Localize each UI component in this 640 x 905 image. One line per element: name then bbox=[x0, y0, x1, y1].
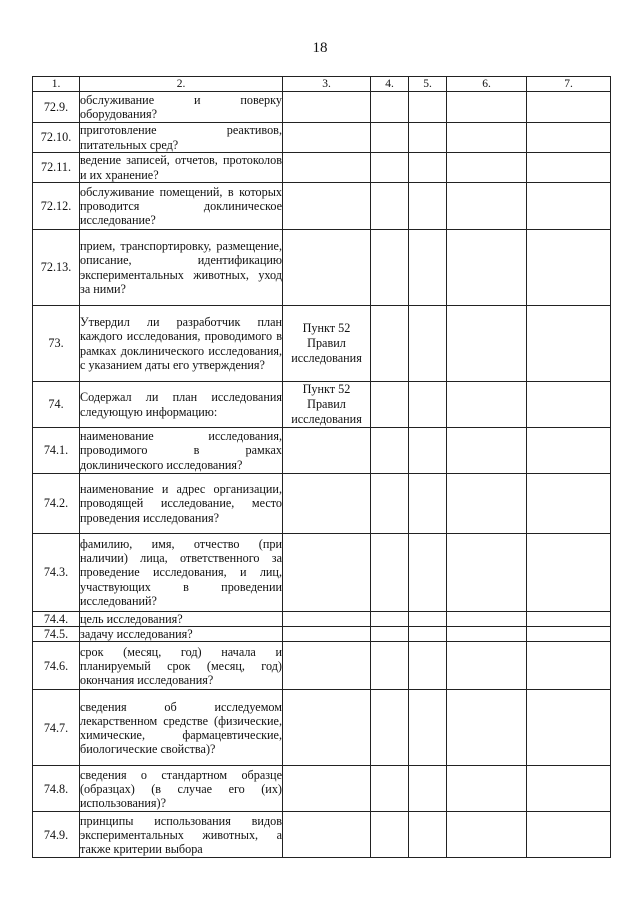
item-reference bbox=[283, 306, 371, 382]
item-number: 74.2. bbox=[33, 474, 80, 534]
item-reference bbox=[283, 183, 371, 230]
reference-line: Правил bbox=[307, 397, 346, 411]
answer-cell[interactable] bbox=[527, 183, 611, 230]
item-number: 73. bbox=[33, 306, 80, 382]
answer-cell[interactable] bbox=[527, 766, 611, 812]
answer-cell[interactable] bbox=[371, 627, 409, 642]
answer-cell[interactable] bbox=[409, 153, 447, 183]
reference-line: Пункт 52 bbox=[302, 382, 351, 396]
item-number: 74.6. bbox=[33, 642, 80, 690]
answer-cell[interactable] bbox=[409, 123, 447, 153]
answer-cell[interactable] bbox=[447, 153, 527, 183]
column-header: 2. bbox=[80, 77, 283, 92]
table-row bbox=[33, 812, 611, 858]
answer-cell[interactable] bbox=[371, 474, 409, 534]
item-number: 74.1. bbox=[33, 428, 80, 474]
answer-cell[interactable] bbox=[371, 230, 409, 306]
item-reference bbox=[283, 474, 371, 534]
answer-cell[interactable] bbox=[371, 428, 409, 474]
item-number: 74.3. bbox=[33, 534, 80, 612]
answer-cell[interactable] bbox=[447, 183, 527, 230]
item-question: обслуживание помещений, в которых проводится доклиническое исследование? bbox=[80, 183, 283, 230]
item-number: 74.9. bbox=[33, 812, 80, 858]
answer-cell[interactable] bbox=[409, 382, 447, 428]
item-reference bbox=[283, 534, 371, 612]
answer-cell[interactable] bbox=[527, 123, 611, 153]
answer-cell[interactable] bbox=[371, 612, 409, 627]
table-row bbox=[33, 690, 611, 766]
answer-cell[interactable] bbox=[371, 92, 409, 123]
answer-cell[interactable] bbox=[409, 534, 447, 612]
item-number: 72.11. bbox=[33, 153, 80, 183]
item-question: обслуживание и поверку оборудования? bbox=[80, 92, 282, 121]
answer-cell[interactable] bbox=[447, 766, 527, 812]
item-number: 74.8. bbox=[33, 766, 80, 812]
answer-cell[interactable] bbox=[409, 690, 447, 766]
answer-cell[interactable] bbox=[447, 123, 527, 153]
table-row bbox=[33, 230, 611, 306]
answer-cell[interactable] bbox=[447, 92, 527, 123]
column-header: 6. bbox=[447, 77, 527, 92]
answer-cell[interactable] bbox=[527, 428, 611, 474]
table-row bbox=[33, 766, 611, 812]
answer-cell[interactable] bbox=[409, 230, 447, 306]
answer-cell[interactable] bbox=[409, 183, 447, 230]
answer-cell[interactable] bbox=[447, 627, 527, 642]
item-reference bbox=[283, 230, 371, 306]
answer-cell[interactable] bbox=[371, 382, 409, 428]
item-reference bbox=[283, 812, 371, 858]
answer-cell[interactable] bbox=[409, 612, 447, 627]
item-reference bbox=[283, 766, 371, 812]
page-number: 18 bbox=[312, 40, 328, 56]
item-number: 72.10. bbox=[33, 123, 80, 153]
item-reference bbox=[283, 612, 371, 627]
item-reference bbox=[283, 123, 371, 153]
table-row bbox=[33, 382, 611, 428]
answer-cell[interactable] bbox=[409, 627, 447, 642]
reference-line: Правил bbox=[307, 336, 346, 350]
answer-cell[interactable] bbox=[527, 812, 611, 858]
answer-cell[interactable] bbox=[447, 474, 527, 534]
table-row bbox=[33, 153, 611, 183]
table-row bbox=[33, 306, 611, 382]
item-question: принципы использования видов экспериментальных животных, а также критерии выбора bbox=[80, 813, 282, 856]
item-question: сведения об исследуемом лекарственном средстве (физические, химические, фармацевтические, биологические свойства)? bbox=[80, 690, 283, 766]
answer-cell[interactable] bbox=[371, 642, 409, 690]
item-number: 74. bbox=[33, 382, 80, 428]
table-row bbox=[33, 183, 611, 230]
answer-cell[interactable] bbox=[527, 534, 611, 612]
answer-cell[interactable] bbox=[527, 627, 611, 642]
table-row bbox=[33, 612, 611, 627]
answer-cell[interactable] bbox=[527, 92, 611, 123]
answer-cell[interactable] bbox=[527, 153, 611, 183]
answer-cell[interactable] bbox=[447, 382, 527, 428]
item-question: цель исследования? bbox=[80, 612, 283, 627]
answer-cell[interactable] bbox=[447, 230, 527, 306]
answer-cell[interactable] bbox=[371, 153, 409, 183]
item-question: срок (месяц, год) начала и планируемый срок (месяц, год) окончания исследования? bbox=[80, 642, 283, 690]
column-header: 3. bbox=[283, 77, 371, 92]
answer-cell[interactable] bbox=[409, 306, 447, 382]
answer-cell[interactable] bbox=[409, 92, 447, 123]
answer-cell[interactable] bbox=[447, 812, 527, 858]
item-reference bbox=[283, 642, 371, 690]
item-reference bbox=[283, 92, 371, 123]
answer-cell[interactable] bbox=[447, 642, 527, 690]
table-row bbox=[33, 123, 611, 153]
column-header: 4. bbox=[371, 77, 409, 92]
table-row bbox=[33, 534, 611, 612]
answer-cell[interactable] bbox=[409, 642, 447, 690]
reference-line: исследования bbox=[291, 351, 362, 365]
item-reference bbox=[283, 627, 371, 642]
item-number: 74.4. bbox=[33, 612, 80, 627]
answer-cell[interactable] bbox=[409, 474, 447, 534]
answer-cell[interactable] bbox=[447, 612, 527, 627]
answer-cell[interactable] bbox=[527, 230, 611, 306]
item-reference bbox=[283, 428, 371, 474]
answer-cell[interactable] bbox=[447, 306, 527, 382]
answer-cell[interactable] bbox=[527, 642, 611, 690]
table-row bbox=[33, 627, 611, 642]
answer-cell[interactable] bbox=[371, 183, 409, 230]
answer-cell[interactable] bbox=[447, 534, 527, 612]
table-row bbox=[33, 428, 611, 474]
item-reference bbox=[283, 382, 371, 428]
answer-cell[interactable] bbox=[527, 306, 611, 382]
header-row bbox=[33, 77, 611, 92]
reference-line: исследования bbox=[291, 412, 362, 426]
answer-cell[interactable] bbox=[409, 428, 447, 474]
answer-cell[interactable] bbox=[527, 382, 611, 428]
answer-cell[interactable] bbox=[371, 534, 409, 612]
item-question: сведения о стандартном образце (образцах) (в случае его (их) использования)? bbox=[80, 767, 282, 810]
table-row bbox=[33, 474, 611, 534]
item-number: 74.5. bbox=[33, 627, 80, 642]
item-question: наименование исследования, проводимого в рамках доклинического исследования? bbox=[80, 429, 282, 472]
table-row bbox=[33, 92, 611, 123]
item-question: ведение записей, отчетов, протоколов и их хранение? bbox=[80, 153, 282, 182]
answer-cell[interactable] bbox=[527, 474, 611, 534]
item-number: 72.12. bbox=[33, 183, 80, 230]
item-question: фамилию, имя, отчество (при наличии) лица, ответственного за проведение исследования, и лиц, участвующих в проведении исследований? bbox=[80, 534, 283, 612]
item-question: задачу исследования? bbox=[80, 627, 283, 642]
answer-cell[interactable] bbox=[447, 690, 527, 766]
item-number: 74.7. bbox=[33, 690, 80, 766]
answer-cell[interactable] bbox=[527, 612, 611, 627]
item-question: Содержал ли план исследования следующую информацию: bbox=[80, 382, 283, 428]
item-number: 72.9. bbox=[33, 92, 80, 123]
item-number: 72.13. bbox=[33, 230, 80, 306]
answer-cell[interactable] bbox=[409, 766, 447, 812]
column-header: 7. bbox=[527, 77, 611, 92]
answer-cell[interactable] bbox=[527, 690, 611, 766]
item-question: приготовление реактивов, питательных сред? bbox=[80, 123, 282, 152]
answer-cell[interactable] bbox=[371, 812, 409, 858]
item-question: Утвердил ли разработчик план каждого исследования, проводимого в рамках доклинического исследования, с указанием даты его утверждения? bbox=[80, 306, 283, 382]
answer-cell[interactable] bbox=[371, 766, 409, 812]
checklist-table bbox=[32, 76, 611, 858]
column-header: 5. bbox=[409, 77, 447, 92]
item-question: наименование и адрес организации, проводящей исследование, место проведения исследования? bbox=[80, 474, 283, 534]
answer-cell[interactable] bbox=[371, 123, 409, 153]
item-question: прием, транспортировку, размещение, описание, идентификацию экспериментальных животных, уход за ними? bbox=[80, 230, 283, 306]
answer-cell[interactable] bbox=[447, 428, 527, 474]
item-reference bbox=[283, 153, 371, 183]
reference-line: Пункт 52 bbox=[302, 321, 351, 335]
table-row bbox=[33, 642, 611, 690]
answer-cell[interactable] bbox=[409, 812, 447, 858]
column-header: 1. bbox=[33, 77, 80, 92]
answer-cell[interactable] bbox=[371, 690, 409, 766]
item-reference bbox=[283, 690, 371, 766]
answer-cell[interactable] bbox=[371, 306, 409, 382]
